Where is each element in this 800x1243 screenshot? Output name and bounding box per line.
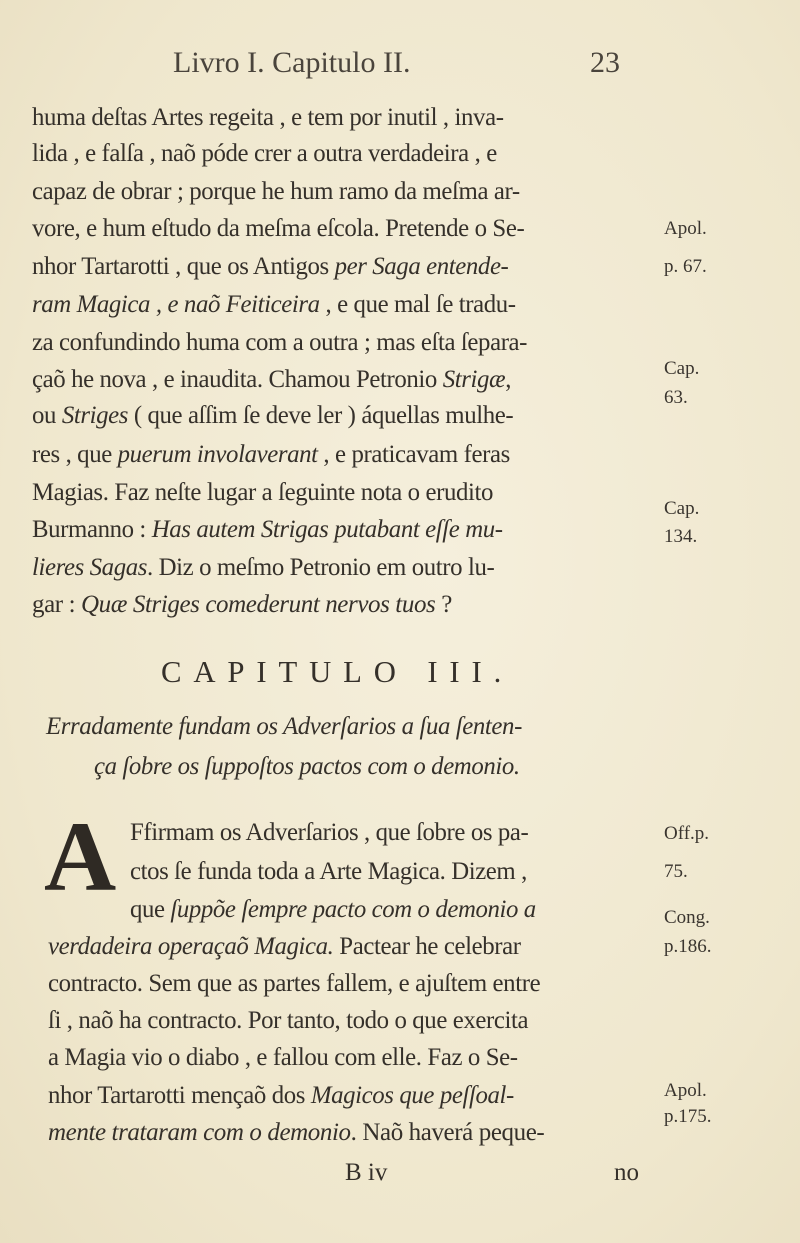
text-line — [32, 553, 639, 583]
page-number: 23 — [590, 46, 620, 79]
text: Ffirmam os Adverſarios , que ſobre os pa- — [130, 819, 529, 846]
text-line — [32, 478, 639, 508]
text: que — [130, 896, 171, 923]
text: . Naõ haverá peque- — [350, 1119, 545, 1146]
margin-note: Apol. — [664, 218, 707, 239]
text: , e que mal ſe tradu- — [319, 291, 516, 318]
italic-text: Strigæ — [442, 366, 506, 393]
text-line — [48, 1043, 644, 1073]
text-line — [32, 515, 639, 545]
text-line — [32, 214, 639, 244]
chapter-subtitle-line-2: ça ſobre os ſuppoſtos pactos com o demonio. — [94, 753, 520, 780]
text-line — [130, 818, 644, 848]
chapter-subtitle-line-1: Erradamente fundam os Adverſarios a ſua ſenten- — [46, 713, 522, 740]
margin-note: Cong. — [664, 907, 710, 928]
margin-note: Cap. — [664, 498, 700, 519]
margin-note: Cap. — [664, 358, 700, 379]
margin-note: Off.p. — [664, 823, 710, 844]
text-line — [32, 365, 639, 395]
text: Burmanno : — [32, 516, 152, 543]
italic-text: mente trataram com o demonio — [48, 1119, 351, 1146]
italic-text: Quæ Striges comederunt nervos tuos — [80, 591, 436, 618]
italic-text: verdadeira operaçaõ Magica. — [48, 933, 334, 960]
text: Pactear he celebrar — [333, 933, 521, 960]
text: ( que aſſim ſe deve ler ) áquellas mulhe- — [128, 402, 514, 429]
text: çaõ he nova , e inaudita. Chamou Petronio — [32, 366, 443, 393]
text: vore, e hum eſtudo da meſma eſcola. Pretende o Se- — [32, 215, 525, 242]
text: ctos ſe funda toda a Arte Magica. Dizem , — [130, 858, 527, 885]
italic-text: per Saga entende- — [334, 253, 509, 280]
text-line — [48, 1118, 648, 1148]
text-line — [32, 290, 639, 320]
margin-note: p. 67. — [664, 256, 707, 277]
drop-cap: A — [44, 801, 117, 912]
text-line — [48, 1081, 644, 1111]
signature-mark: B iv — [345, 1159, 388, 1186]
text-line — [32, 252, 639, 282]
italic-text: ſuppõe ſempre pacto com o demonio a — [170, 896, 536, 923]
text-line — [48, 1006, 644, 1036]
running-title: Livro I. Capitulo II. — [173, 46, 411, 79]
margin-note: 63. — [664, 387, 688, 408]
text: Magias. Faz neſte lugar a ſeguinte nota o erudito — [32, 479, 494, 506]
italic-text: lieres Sagas — [32, 554, 147, 581]
text: lida , e falſa , naõ póde crer a outra verdadeira , e — [32, 140, 497, 167]
text: nhor Tartarotti , que os Antigos — [32, 253, 335, 280]
text: nhor Tartarotti mençaõ dos — [48, 1082, 311, 1109]
text: za confundindo huma com a outra ; mas eſta ſepara- — [32, 329, 528, 356]
italic-text: puerum involaverant — [117, 441, 318, 468]
margin-note: Apol. — [664, 1080, 707, 1101]
margin-note: 75. — [664, 861, 688, 882]
text: capaz de obrar ; porque he hum ramo da meſma ar- — [32, 178, 520, 205]
text-line — [48, 932, 644, 962]
italic-text: Magicos que peſſoal- — [310, 1082, 514, 1109]
margin-note: 134. — [664, 526, 698, 547]
margin-note: p.186. — [664, 936, 712, 957]
chapter-title: CAPITULO III. — [161, 654, 514, 689]
text-line — [32, 328, 639, 358]
text: res , que — [32, 441, 118, 468]
text: gar : — [32, 591, 81, 618]
text: . Diz o meſmo Petronio em outro lu- — [146, 554, 495, 581]
text-line — [32, 177, 639, 207]
text: , e praticavam feras — [317, 441, 510, 468]
italic-text: Striges — [61, 402, 129, 429]
text: , — [505, 366, 512, 393]
text-line — [32, 440, 639, 470]
text: ? — [435, 591, 452, 618]
catchword: no — [614, 1159, 639, 1186]
text-line — [32, 401, 639, 431]
text-line — [48, 969, 644, 999]
text: a Magia vio o diabo , e fallou com elle. Faz o Se- — [48, 1044, 518, 1071]
text-line — [130, 857, 644, 887]
text-line — [130, 895, 644, 925]
text-line — [32, 590, 643, 620]
text: contracto. Sem que as partes fallem, e ajuſtem entre — [48, 970, 541, 997]
text: huma deſtas Artes regeita , e tem por inutil , inva- — [32, 104, 504, 131]
text: ou — [32, 402, 62, 429]
text-line — [32, 139, 639, 169]
italic-text: ram Magica , e naõ Feiticeira — [32, 291, 320, 318]
text-line — [32, 103, 639, 133]
italic-text: Has autem Strigas putabant eſſe mu- — [151, 516, 503, 543]
text: ſi , naõ ha contracto. Por tanto, todo o que exercita — [48, 1007, 529, 1034]
margin-note: p.175. — [664, 1106, 712, 1127]
